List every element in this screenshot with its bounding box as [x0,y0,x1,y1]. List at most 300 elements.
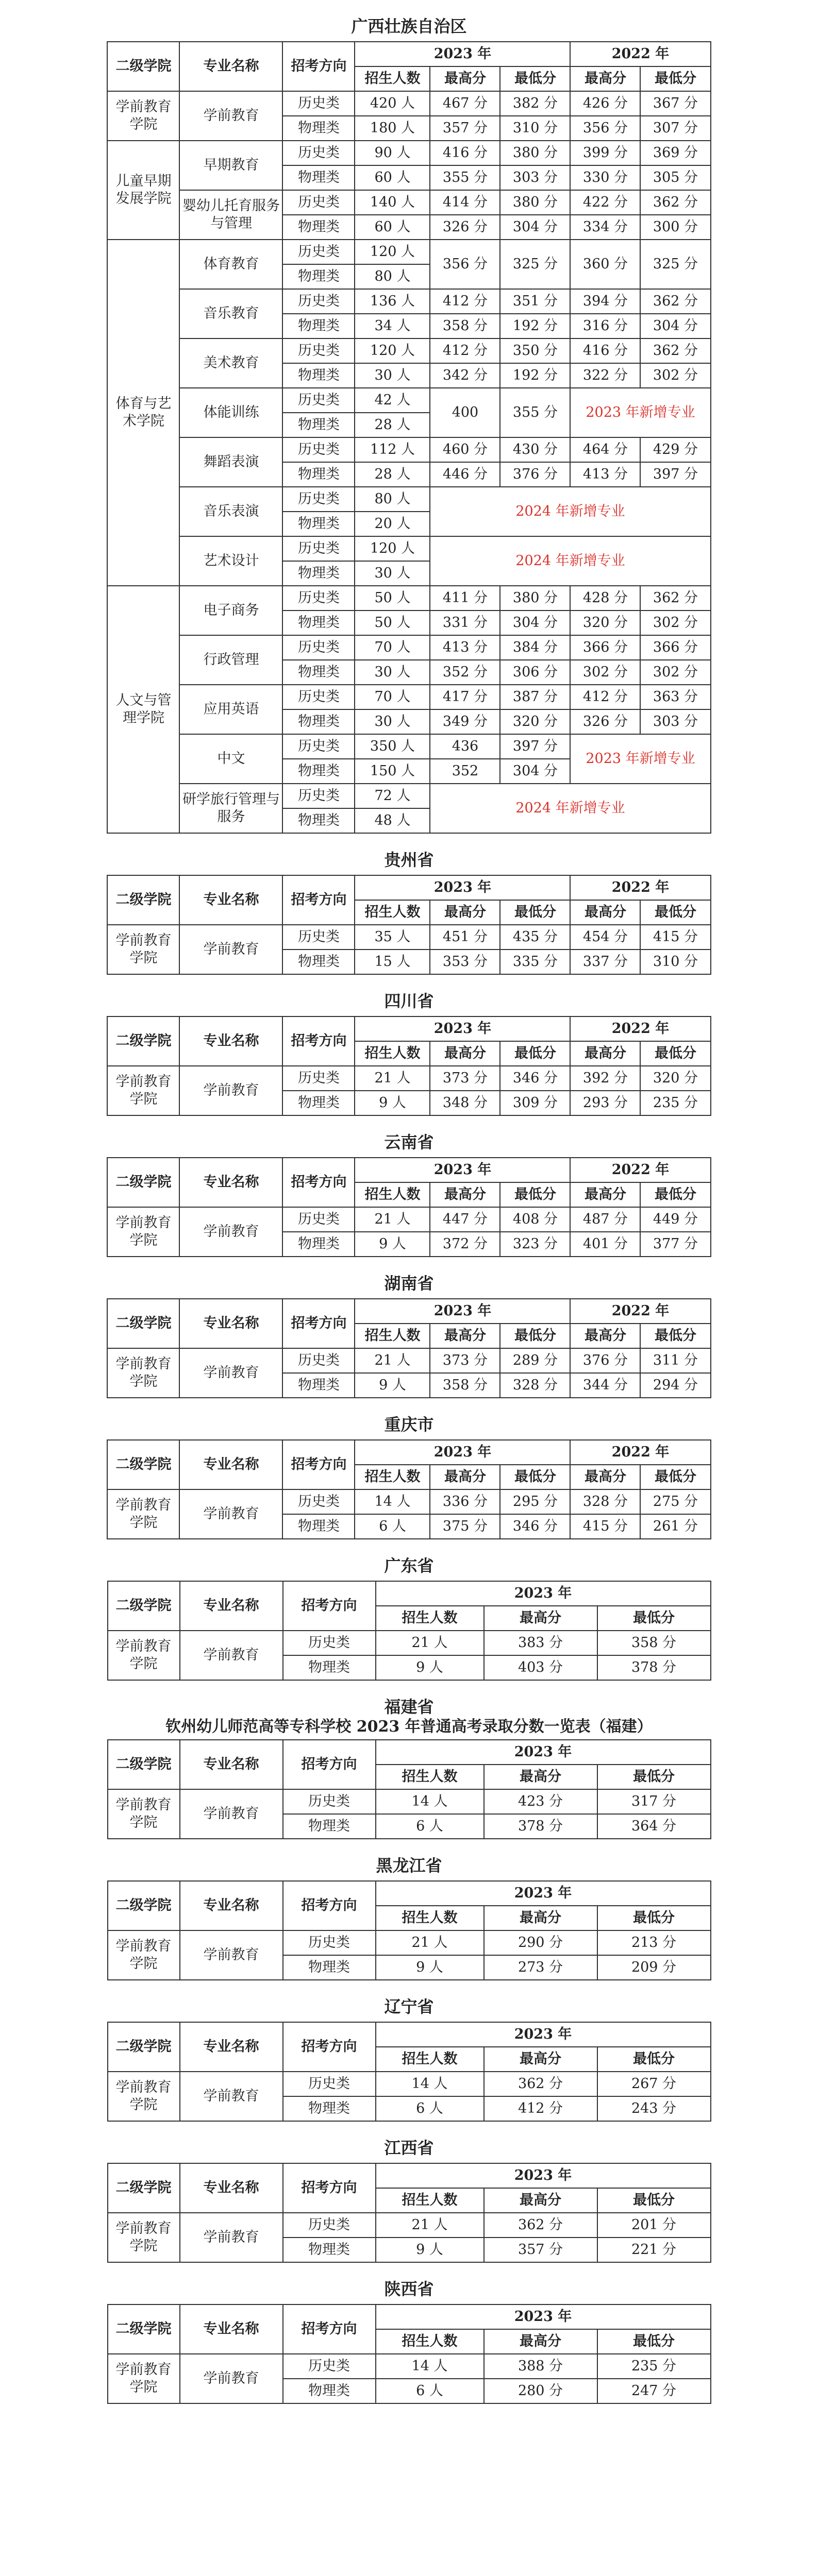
enroll-count: 21 人 [376,1631,484,1655]
min-score-2023: 209 分 [597,1955,711,1980]
max-score-2023: 414 分 [430,190,500,215]
min-score-2023: 201 分 [597,2213,711,2238]
header-min: 最低分 [597,1765,711,1789]
enroll-count: 42 人 [355,388,430,413]
max-score-2023: 446 分 [430,462,500,487]
max-score-2023: 412 分 [430,338,500,363]
header-year-2022: 2022 年 [570,1440,710,1465]
enroll-count: 120 人 [355,338,430,363]
header-max: 最高分 [484,2188,597,2213]
header-min: 最低分 [500,66,570,91]
province-title: 福建省 [384,1697,434,1717]
direction: 物理类 [283,2096,376,2121]
enroll-count: 20 人 [355,512,430,536]
province-title: 陕西省 [384,2279,434,2299]
province-title: 重庆市 [384,1415,434,1434]
max-score-2023: 349 分 [430,709,500,734]
table-row [107,1489,710,1514]
max-score-2022: 376 分 [570,1348,640,1373]
max-score-2023: 348 分 [430,1091,500,1115]
province-title: 广东省 [384,1556,434,1575]
header-enroll: 招生人数 [376,1906,484,1930]
header-major: 专业名称 [179,42,282,91]
table-row [108,2213,711,2238]
header-major: 专业名称 [179,1158,282,1207]
province-title: 湖南省 [384,1274,434,1293]
enroll-count: 14 人 [376,2072,484,2096]
header-row [107,1299,710,1324]
new-major-note: 2023 年新增专业 [570,734,710,784]
header-min: 最低分 [597,1606,711,1631]
min-score-2023: 380 分 [500,586,570,611]
enroll-count: 120 人 [355,536,430,561]
min-score-2022: 366 分 [640,635,710,660]
section-province [0,986,818,1116]
min-score-2023: 376 分 [500,462,570,487]
enroll-count: 6 人 [355,1514,430,1539]
section-province [0,1851,818,1980]
min-score-2022: 415 分 [640,925,710,950]
header-max: 最高分 [570,1465,640,1489]
header-enroll: 招生人数 [355,1465,430,1489]
direction: 物理类 [282,808,355,833]
enroll-count: 30 人 [355,363,430,388]
min-score-2023: 351 分 [500,289,570,314]
province-title: 广西壮族自治区 [351,16,467,36]
min-score-2023: 192 分 [500,363,570,388]
max-score-2023: 460 分 [430,437,500,462]
min-score-2023: 323 分 [500,1232,570,1257]
major-name: 学前教育 [179,925,282,974]
min-score-2023: 309 分 [500,1091,570,1115]
direction: 物理类 [282,314,355,338]
table-row [107,1348,710,1373]
header-enroll: 招生人数 [355,1041,430,1066]
college-name: 学前教育学院 [107,925,179,974]
min-score-2023: 267 分 [597,2072,711,2096]
header-year-2023: 2023 年 [355,42,570,66]
table-row [107,536,710,561]
min-score-2022: 300 分 [640,215,710,240]
max-score-2023: 383 分 [484,1631,597,1655]
header-min: 最低分 [500,900,570,925]
header-year-2023: 2023 年 [376,2022,711,2047]
direction: 历史类 [283,1631,376,1655]
enroll-count: 14 人 [355,1489,430,1514]
direction: 历史类 [282,536,355,561]
min-score-2022: 302 分 [640,660,710,685]
min-score-2023: 384 分 [500,635,570,660]
min-score-2023: 320 分 [500,709,570,734]
major-name: 行政管理 [179,635,282,685]
min-score-2023: 408 分 [500,1207,570,1232]
major-name: 学前教育 [179,1207,282,1257]
header-min: 最低分 [500,1324,570,1348]
enroll-count: 120 人 [355,240,430,264]
header-max: 最高分 [430,1182,500,1207]
table-row [108,1631,711,1655]
direction: 物理类 [282,116,355,141]
header-max: 最高分 [484,1765,597,1789]
max-score-2023: 355 分 [430,165,500,190]
enroll-count: 35 人 [355,925,430,950]
min-score-2022: 369 分 [640,141,710,165]
max-score-2023: 423 分 [484,1789,597,1814]
header-row [107,875,710,900]
direction: 物理类 [282,660,355,685]
header-row [107,1158,710,1182]
header-year-2023: 2023 年 [355,1440,570,1465]
enroll-count: 21 人 [355,1348,430,1373]
header-college: 二级学院 [107,875,179,925]
max-score-2022: 344 分 [570,1373,640,1398]
header-college: 二级学院 [108,2304,180,2354]
header-enroll: 招生人数 [376,2047,484,2072]
table-row [107,685,710,709]
min-score-2023: 235 分 [597,2354,711,2379]
direction: 物理类 [283,1955,376,1980]
max-score-2023: 388 分 [484,2354,597,2379]
enroll-count: 9 人 [355,1373,430,1398]
max-score-2023: 412 分 [430,289,500,314]
max-score-2023: 358 分 [430,1373,500,1398]
max-score-2023: 378 分 [484,1814,597,1839]
direction: 物理类 [282,1373,355,1398]
direction: 物理类 [282,1091,355,1115]
table-row [107,635,710,660]
header-min: 最低分 [500,1041,570,1066]
header-year-2023: 2023 年 [355,1016,570,1041]
max-score-2022: 413 分 [570,462,640,487]
table-row [107,388,710,413]
header-year-2023: 2023 年 [355,1299,570,1324]
college-name: 学前教育学院 [108,1631,180,1680]
enroll-count: 90 人 [355,141,430,165]
header-enroll: 招生人数 [376,2329,484,2354]
min-score-2023: 304 分 [500,759,570,784]
direction: 物理类 [282,413,355,437]
section-province [0,1692,818,1839]
header-year-2023: 2023 年 [376,2163,711,2188]
max-score-2023: 353 分 [430,950,500,974]
major-name: 电子商务 [179,586,282,635]
header-major: 专业名称 [179,1016,282,1066]
header-direction: 招考方向 [282,42,355,91]
enroll-count: 70 人 [355,635,430,660]
header-direction: 招考方向 [282,1016,355,1066]
min-score-2023: 358 分 [597,1631,711,1655]
max-score-2023: 362 分 [484,2072,597,2096]
enroll-count: 420 人 [355,91,430,116]
direction: 历史类 [282,91,355,116]
min-score-2022: 362 分 [640,586,710,611]
direction: 物理类 [282,165,355,190]
direction: 物理类 [283,1814,376,1839]
max-score-2023: 373 分 [430,1348,500,1373]
min-score-2023: 304 分 [500,215,570,240]
header-direction: 招考方向 [282,1440,355,1489]
new-major-note: 2023 年新增专业 [570,388,710,437]
max-score-2023: 447 分 [430,1207,500,1232]
max-score-2023: 417 分 [430,685,500,709]
max-score-2023: 352 分 [430,660,500,685]
min-score-2022: 303 分 [640,709,710,734]
header-min: 最低分 [500,1465,570,1489]
min-score-2022: 362 分 [640,289,710,314]
min-score-2023: 213 分 [597,1930,711,1955]
direction: 历史类 [283,2354,376,2379]
score-table [107,2163,711,2263]
min-score-2023: 295 分 [500,1489,570,1514]
header-min: 最低分 [597,2329,711,2354]
header-college: 二级学院 [107,42,179,91]
min-score-2022: 449 分 [640,1207,710,1232]
min-score-2022: 305 分 [640,165,710,190]
min-score-2023: 397 分 [500,734,570,759]
table-row [108,1789,711,1814]
min-score-2023: 378 分 [597,1655,711,1680]
enroll-count: 9 人 [376,1655,484,1680]
enroll-count: 6 人 [376,2379,484,2403]
max-score-2022: 360 分 [570,240,640,289]
max-score-2023: 416 分 [430,141,500,165]
min-score-2022: 304 分 [640,314,710,338]
min-score-2023: 221 分 [597,2238,711,2262]
college-name: 学前教育学院 [108,1930,180,1980]
header-enroll: 招生人数 [355,1324,430,1348]
max-score-2023: 273 分 [484,1955,597,1980]
max-score-2022: 426 分 [570,91,640,116]
enroll-count: 72 人 [355,784,430,808]
header-max: 最高分 [430,1324,500,1348]
header-direction: 招考方向 [283,2304,376,2354]
enroll-count: 21 人 [355,1207,430,1232]
new-major-note: 2024 年新增专业 [430,784,710,833]
header-college: 二级学院 [107,1440,179,1489]
max-score-2022: 416 分 [570,338,640,363]
college-name: 学前教育学院 [107,1489,179,1539]
min-score-2022: 325 分 [640,240,710,289]
table-row [107,437,710,462]
direction: 历史类 [283,2072,376,2096]
score-table [107,1439,711,1539]
header-major: 专业名称 [180,1740,283,1789]
min-score-2022: 362 分 [640,190,710,215]
table-row [107,1207,710,1232]
major-name: 学前教育 [180,2213,283,2262]
min-score-2023: 243 分 [597,2096,711,2121]
header-max: 最高分 [430,66,500,91]
direction: 历史类 [282,685,355,709]
major-name: 舞蹈表演 [179,437,282,487]
direction: 物理类 [282,561,355,586]
max-score-2022: 399 分 [570,141,640,165]
major-name: 美术教育 [179,338,282,388]
header-max: 最高分 [570,900,640,925]
max-score-2022: 337 分 [570,950,640,974]
min-score-2023: 310 分 [500,116,570,141]
direction: 物理类 [282,462,355,487]
college-name: 学前教育学院 [107,1066,179,1115]
college-name: 儿童早期发展学院 [107,141,179,240]
min-score-2023: 303 分 [500,165,570,190]
header-college: 二级学院 [108,2022,180,2072]
max-score-2022: 428 分 [570,586,640,611]
header-year-2023: 2023 年 [355,1158,570,1182]
min-score-2022: 311 分 [640,1348,710,1373]
max-score-2023: 400 [430,388,500,437]
min-score-2023: 364 分 [597,1814,711,1839]
max-score-2022: 320 分 [570,611,640,635]
score-table [107,2304,711,2404]
major-name: 艺术设计 [179,536,282,586]
enroll-count: 30 人 [355,709,430,734]
score-table [107,1016,711,1116]
header-direction: 招考方向 [283,1740,376,1789]
enroll-count: 48 人 [355,808,430,833]
enroll-count: 6 人 [376,1814,484,1839]
direction: 历史类 [282,784,355,808]
table-row [108,2354,711,2379]
score-table [107,875,711,975]
min-score-2023: 289 分 [500,1348,570,1373]
college-name: 学前教育学院 [108,1789,180,1839]
header-row [108,2163,711,2188]
header-year-2023: 2023 年 [376,1740,711,1765]
table-row [107,141,710,165]
max-score-2023: 413 分 [430,635,500,660]
direction: 历史类 [283,1789,376,1814]
max-score-2023: 336 分 [430,1489,500,1514]
max-score-2023: 403 分 [484,1655,597,1680]
max-score-2023: 372 分 [430,1232,500,1257]
max-score-2023: 326 分 [430,215,500,240]
direction: 历史类 [282,338,355,363]
max-score-2022: 422 分 [570,190,640,215]
table-row [107,586,710,611]
enroll-count: 9 人 [355,1232,430,1257]
max-score-2022: 487 分 [570,1207,640,1232]
direction: 历史类 [282,190,355,215]
direction: 历史类 [282,289,355,314]
major-name: 学前教育 [180,2354,283,2403]
max-score-2023: 375 分 [430,1514,500,1539]
min-score-2023: 380 分 [500,141,570,165]
college-name: 学前教育学院 [107,1348,179,1398]
min-score-2023: 335 分 [500,950,570,974]
score-table [107,41,711,834]
min-score-2023: 306 分 [500,660,570,685]
major-name: 音乐表演 [179,487,282,536]
direction: 物理类 [282,611,355,635]
header-min: 最低分 [597,2188,711,2213]
enroll-count: 14 人 [376,1789,484,1814]
table-row [107,925,710,950]
college-name: 学前教育学院 [108,2072,180,2121]
header-college: 二级学院 [107,1299,179,1348]
min-score-2022: 397 分 [640,462,710,487]
max-score-2022: 415 分 [570,1514,640,1539]
direction: 物理类 [282,215,355,240]
major-name: 学前教育 [179,1489,282,1539]
major-name: 应用英语 [179,685,282,734]
min-score-2023: 435 分 [500,925,570,950]
direction: 历史类 [282,1207,355,1232]
header-major: 专业名称 [180,2304,283,2354]
min-score-2022: 377 分 [640,1232,710,1257]
direction: 物理类 [282,709,355,734]
header-row [108,2022,711,2047]
major-name: 体育教育 [179,240,282,289]
header-row [108,1581,711,1606]
max-score-2022: 454 分 [570,925,640,950]
direction: 物理类 [282,759,355,784]
enroll-count: 21 人 [376,2213,484,2238]
header-min: 最低分 [597,2047,711,2072]
min-score-2022: 235 分 [640,1091,710,1115]
header-max: 最高分 [484,2047,597,2072]
table-row [107,190,710,215]
enroll-count: 21 人 [376,1930,484,1955]
header-min: 最低分 [500,1182,570,1207]
max-score-2022: 464 分 [570,437,640,462]
direction: 历史类 [282,141,355,165]
direction: 物理类 [282,512,355,536]
header-direction: 招考方向 [283,2022,376,2072]
max-score-2023: 451 分 [430,925,500,950]
score-table [107,2022,711,2122]
enroll-count: 60 人 [355,215,430,240]
direction: 历史类 [282,1066,355,1091]
enroll-count: 80 人 [355,487,430,512]
enroll-count: 9 人 [355,1091,430,1115]
direction: 历史类 [282,487,355,512]
direction: 历史类 [282,925,355,950]
max-score-2022: 330 分 [570,165,640,190]
enroll-count: 34 人 [355,314,430,338]
header-college: 二级学院 [108,1581,180,1631]
enroll-count: 80 人 [355,264,430,289]
header-year-2022: 2022 年 [570,1016,710,1041]
header-min: 最低分 [640,1465,710,1489]
header-max: 最高分 [570,1182,640,1207]
max-score-2022: 401 分 [570,1232,640,1257]
table-row [107,91,710,116]
min-score-2022: 302 分 [640,611,710,635]
header-year-2023: 2023 年 [376,1581,711,1606]
min-score-2022: 320 分 [640,1066,710,1091]
header-direction: 招考方向 [282,1158,355,1207]
max-score-2023: 412 分 [484,2096,597,2121]
enroll-count: 60 人 [355,165,430,190]
max-score-2023: 356 分 [430,240,500,289]
min-score-2022: 310 分 [640,950,710,974]
college-name: 学前教育学院 [107,91,179,141]
major-name: 婴幼儿托育服务与管理 [179,190,282,240]
max-score-2023: 342 分 [430,363,500,388]
header-enroll: 招生人数 [355,1182,430,1207]
enroll-count: 136 人 [355,289,430,314]
header-max: 最高分 [430,1465,500,1489]
score-table [107,1157,711,1257]
direction: 历史类 [282,586,355,611]
header-row [108,1881,711,1906]
max-score-2022: 322 分 [570,363,640,388]
major-name: 学前教育 [179,91,282,141]
min-score-2023: 387 分 [500,685,570,709]
min-score-2023: 350 分 [500,338,570,363]
header-year-2023: 2023 年 [376,1881,711,1906]
